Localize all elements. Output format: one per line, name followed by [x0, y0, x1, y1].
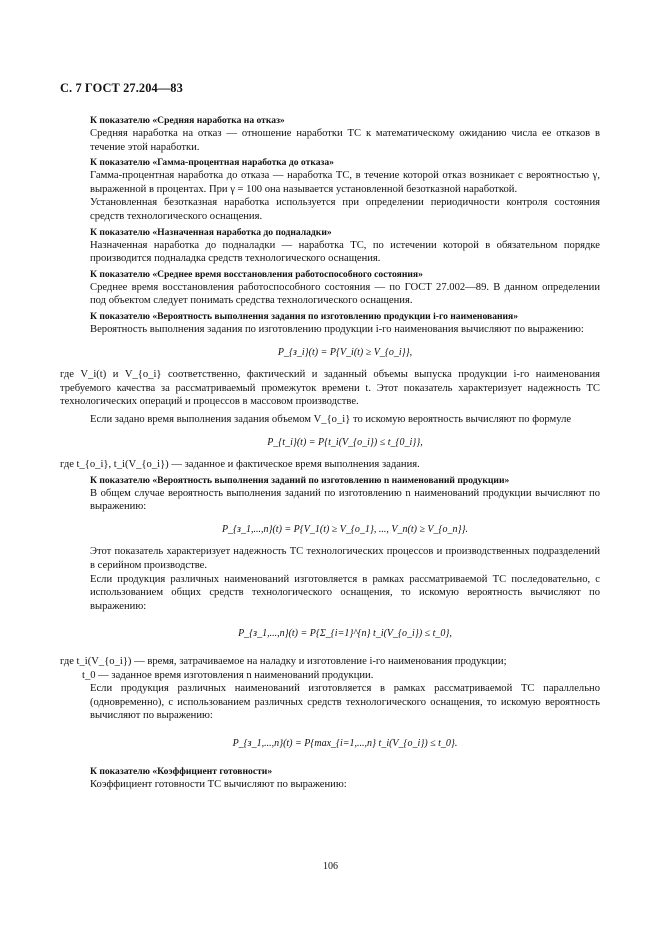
document-body	[60, 112, 600, 791]
section-heading: К показателю «Назначенная наработка до подналадки»	[90, 226, 332, 238]
paragraph: Если продукция различных наименований изготовляется в рамках рассматриваемой ТС последовательно, с использованием общих средств технологического оснащения, то искомую вероятность вычисляют по выражению:	[90, 573, 600, 612]
page-header: С. 7 ГОСТ 27.204—83	[60, 81, 183, 95]
formula: P_{з_1,...,n}(t) = P{V_1(t) ≥ V_{o_1}, ..., V_n(t) ≥ V_{o_n}}.	[221, 523, 469, 535]
paragraph: Среднее время восстановления работоспособного состояния — по ГОСТ 27.002—89. В данном определении под объектом следует понимать средства технологического оснащения.	[90, 281, 600, 307]
paragraph: Коэффициент готовности ТС вычисляют по выражению:	[90, 778, 347, 790]
paragraph: Если задано время выполнения задания объемом V_{o_i} то искомую вероятность вычисляют по формуле	[90, 413, 572, 425]
section-heading: К показателю «Среднее время восстановления работоспособного состояния»	[90, 268, 423, 280]
formula: P_{з_1,...,n}(t) = P{Σ_{i=1}^{n} t_i(V_{o_i}) ≤ t_0},	[238, 628, 452, 640]
paragraph: В общем случае вероятность выполнения заданий по изготовлению n наименований продукции вычисляют по выражению:	[90, 487, 600, 513]
paragraph: Этот показатель характеризует надежность ТС технологических процессов и производственных подразделений в серийном производстве.	[90, 546, 600, 572]
formula: P_{з_1,...,n}(t) = P{max_{i=1,...,n} t_i(V_{o_i}) ≤ t_0}.	[232, 738, 458, 749]
section-heading: К показателю «Гамма-процентная наработка до отказа»	[90, 157, 334, 169]
section-heading: К показателю «Средняя наработка на отказ»	[90, 115, 285, 126]
paragraph: Назначенная наработка до подналадки — наработка ТС, по истечении которой в обязательном порядке производится подналадка средств технологического оснащения.	[90, 239, 600, 265]
page-number: 106	[323, 861, 338, 872]
section-heading: К показателю «Коэффициент готовности»	[90, 765, 273, 777]
formula-explanation: где t_{o_i}, t_i(V_{o_i}) — заданное и фактическое время выполнения задания.	[60, 459, 420, 471]
section-heading: К показателю «Вероятность выполнения задания по изготовлению продукции i-го наименования»	[90, 310, 519, 322]
paragraph: Вероятность выполнения задания по изготовлению продукции i-го наименования вычисляют по выражению:	[90, 323, 584, 335]
paragraph: Гамма-процентная наработка до отказа — наработка ТС, в течение которой отказ возникает с вероятностью γ, выраженной в процентах. При γ = 100 она называется установленной безотказной наработкой.	[90, 170, 600, 195]
formula-explanation: где V_i(t) и V_{o_i} соответственно, фактический и заданный объемы выпуска продукции i-го наименования требуемого качества за рассматриваемый промежуток времени t. Этот показатель характеризует надежность ТС технологических операций и процессов в массовом производстве.	[60, 369, 600, 408]
formula: P_{з_i}(t) = P{V_i(t) ≥ V_{o_i}},	[277, 346, 413, 358]
paragraph: Средняя наработка на отказ — отношение наработки ТС к математическому ожиданию числа ее отказов в течение этой наработки.	[90, 128, 600, 153]
paragraph: Установленная безотказная наработка используется при определении периодичности контроля состояния средств технологического оснащения.	[90, 197, 600, 222]
section-heading: К показателю «Вероятность выполнения заданий по изготовлению n наименований продукции»	[90, 474, 510, 486]
formula-explanation: t_0 — заданное время изготовления n наименований продукции.	[82, 669, 374, 681]
formula-explanation: где t_i(V_{o_i}) — время, затрачиваемое на наладку и изготовление i-го наименования продукции;	[60, 656, 507, 668]
formula: P_{t_i}(t) = P{t_i(V_{o_i}) ≤ t_{0_i}},	[267, 436, 423, 448]
paragraph: Если продукция различных наименований изготовляется в рамках рассматриваемой ТС параллельно (одновременно), с использованием различных средств технологического оснащения, то искомую вероятность вычисляют по выражению:	[90, 683, 600, 722]
